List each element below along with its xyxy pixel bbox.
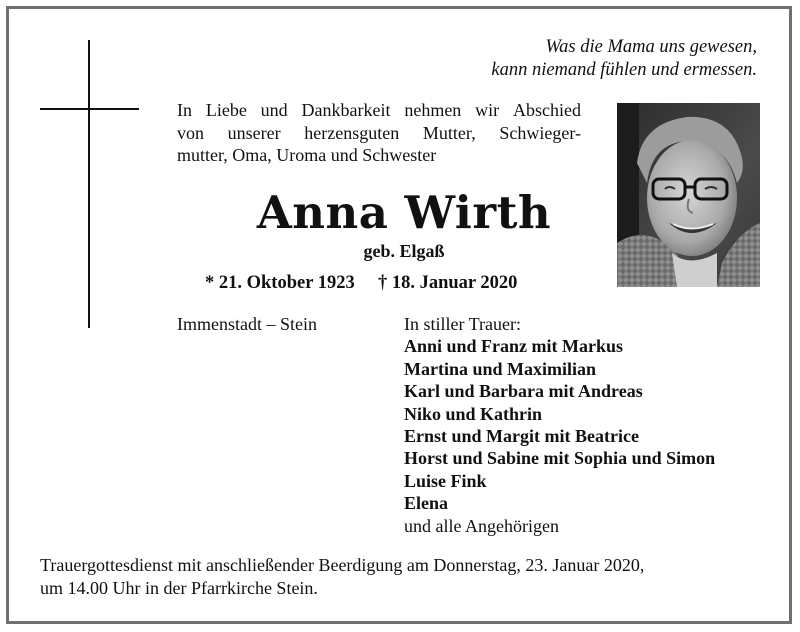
intro-line-3 <box>177 144 581 167</box>
place: Immenstadt – Stein <box>177 314 317 334</box>
word: und <box>260 100 288 120</box>
motto-line: Was die Mama uns gewesen, <box>545 37 757 57</box>
word: von <box>177 122 204 143</box>
word: Abschied <box>513 100 581 120</box>
deceased-name: Anna Wirth <box>256 186 552 239</box>
mourner-entry: Niko und Kathrin <box>404 403 543 424</box>
birth-date: * 21. Oktober 1923 <box>205 273 355 293</box>
service-line: Trauergottesdienst mit anschließender Beerdigung am Donnerstag, 23. Januar 2020, <box>40 555 645 575</box>
intro-text <box>177 99 581 167</box>
word: Dankbarkeit <box>301 100 391 120</box>
mourner-entry: Elena <box>404 493 449 514</box>
mourners-list <box>404 313 715 537</box>
word: herzensguten <box>304 122 400 143</box>
mourner-entry: Karl und Barbara mit Andreas <box>404 381 643 402</box>
portrait-photo <box>617 103 760 287</box>
death-date: † 18. Januar 2020 <box>377 273 518 293</box>
word: Mutter, <box>422 122 476 143</box>
cross-icon-bar <box>40 108 139 110</box>
intro-line-2 <box>177 122 581 145</box>
motto-line: kann niemand fühlen und ermessen. <box>491 60 757 80</box>
word: Liebe <box>205 100 247 120</box>
mourner-entry: Ernst und Margit mit Beatrice <box>404 426 639 447</box>
cross-icon <box>88 40 90 328</box>
line-text: mutter, Oma, Uroma und Schwester <box>177 145 437 165</box>
mourner-entry: Horst und Sabine mit Sophia und Simon <box>404 448 716 469</box>
life-dates <box>205 271 517 295</box>
mourner-entry: Martina und Maximilian <box>404 358 597 379</box>
birth-name: geb. Elgaß <box>363 241 445 261</box>
word: In <box>177 100 192 120</box>
intro-line-1 <box>177 99 581 122</box>
word: wir <box>475 100 500 120</box>
mourning-closing: und alle Angehörigen <box>404 515 559 536</box>
word: Schwieger- <box>499 122 581 143</box>
mourner-entry: Anni und Franz mit Markus <box>404 336 624 357</box>
word: nehmen <box>404 100 462 120</box>
portrait-image <box>617 103 760 287</box>
motto <box>491 36 757 82</box>
service-line: um 14.00 Uhr in der Pfarrkirche Stein. <box>40 578 318 598</box>
mourning-heading: In stiller Trauer: <box>404 314 521 334</box>
word: unserer <box>227 122 281 143</box>
mourner-entry: Luise Fink <box>404 470 487 491</box>
service-announcement <box>40 554 644 600</box>
